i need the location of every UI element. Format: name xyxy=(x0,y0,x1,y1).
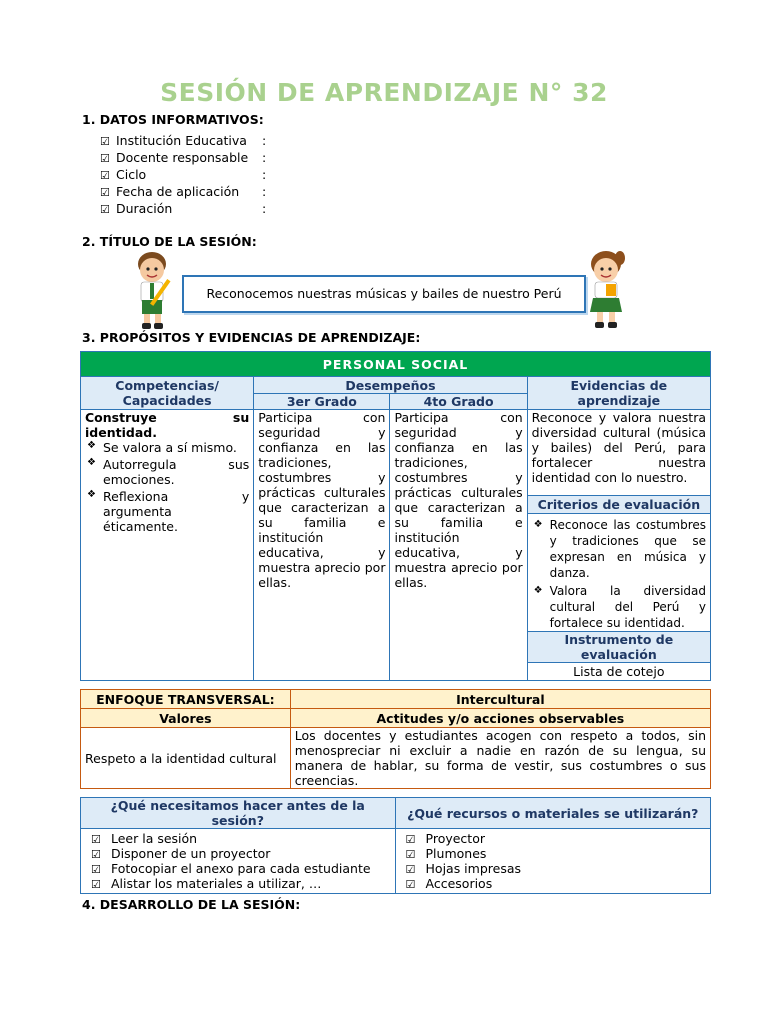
list-item: ☑ Alistar los materiales a utilizar, … xyxy=(85,876,391,891)
section-3-heading: 3. PROPÓSITOS Y EVIDENCIAS DE APRENDIZAJE: xyxy=(82,330,421,345)
list-item: ☑ Plumones xyxy=(400,846,706,861)
datos-item: ☑ Duración : xyxy=(100,201,267,216)
datos-item: ☑ Ciclo : xyxy=(100,167,267,182)
list-item: ☑ Fotocopiar el anexo para cada estudiante xyxy=(85,861,391,876)
checkbox-icon: ☑ xyxy=(100,186,110,199)
girl-illustration xyxy=(584,248,630,332)
section-4-heading: 4. DESARROLLO DE LA SESIÓN: xyxy=(82,897,301,912)
propositos-table xyxy=(80,351,711,681)
list-item: ☑ Leer la sesión xyxy=(85,831,391,846)
section-1-heading: 1. DATOS INFORMATIVOS: xyxy=(82,112,264,127)
evidencias-header: Evidencias de aprendizaje xyxy=(527,377,710,410)
criterio-item: ❖ Reconoce las costumbres y tradiciones que se expresan en música y danza. xyxy=(532,517,706,581)
list-item: ☑ Hojas impresas xyxy=(400,861,706,876)
antes-list xyxy=(81,829,396,894)
checkbox-icon: ☑ xyxy=(100,203,110,216)
checkbox-icon: ☑ xyxy=(100,152,110,165)
checkbox-icon: ☑ xyxy=(91,863,101,876)
capacidad-item: ❖ Reflexiona y argumenta éticamente. xyxy=(85,489,249,534)
checkbox-icon: ☑ xyxy=(91,848,101,861)
criterio-item: ❖ Valora la diversidad cultural del Perú y fortalece su identidad. xyxy=(532,583,706,631)
instrumento-header: Instrumento de evaluación xyxy=(527,632,710,663)
section-2-heading: 2. TÍTULO DE LA SESIÓN: xyxy=(82,234,257,249)
actitud-cell: Los docentes y estudiantes acogen con respeto a todos, sin menospreciar ni excluir a nadie en razón de su lengua, su manera de hablar, su forma de vestir, sus costumbres o sus creencias. xyxy=(290,728,710,789)
datos-item: ☑ Docente responsable : xyxy=(100,150,267,165)
capacidad-item: ❖ Autorregula sus emociones. xyxy=(85,457,249,487)
datos-item: ☑ Fecha de aplicación : xyxy=(100,184,267,199)
enfoque-table xyxy=(80,689,711,789)
recursos-header: ¿Qué recursos o materiales se utilizarán? xyxy=(395,798,710,829)
recursos-list xyxy=(395,829,710,894)
evidencia-cell: Reconoce y valora nuestra diversidad cultural (música y bailes) del Perú, para fortalecer nuestra identidad con lo nuestro. xyxy=(527,410,710,496)
valores-header: Valores xyxy=(81,709,291,728)
list-item: ☑ Disponer de un proyector xyxy=(85,846,391,861)
capacidad-item: ❖ Se valora a sí mismo. xyxy=(85,440,249,455)
area-header: PERSONAL SOCIAL xyxy=(81,352,711,377)
checkbox-icon: ☑ xyxy=(405,878,416,891)
valor-cell: Respeto a la identidad cultural xyxy=(81,728,291,789)
competencia-cell xyxy=(81,410,254,681)
antes-header: ¿Qué necesitamos hacer antes de la sesión? xyxy=(81,798,396,829)
datos-list xyxy=(0,133,768,223)
competencia-title: Construye su identidad. xyxy=(85,410,250,440)
datos-item: ☑ Institución Educativa : xyxy=(100,133,267,148)
competencias-header: Competencias/ Capacidades xyxy=(81,377,254,410)
grado-4-header: 4to Grado xyxy=(390,394,527,410)
checkbox-icon: ☑ xyxy=(91,878,101,891)
instrumento-value: Lista de cotejo xyxy=(527,663,710,681)
checkbox-icon: ☑ xyxy=(405,833,416,846)
list-item: ☑ Accesorios xyxy=(400,876,706,891)
desempeno-3er-cell: Participa con seguridad y confianza en las tradiciones, costumbres y prácticas culturales que caracterizan a su familia e institución educativa, y muestra aprecio por ellas. xyxy=(254,410,390,681)
actitudes-header: Actitudes y/o acciones observables xyxy=(290,709,710,728)
list-item: ☑ Proyector xyxy=(400,831,706,846)
preparacion-table xyxy=(80,797,711,894)
desempenos-header: Desempeños xyxy=(254,377,527,394)
boy-illustration xyxy=(132,250,178,332)
enfoque-label: ENFOQUE TRANSVERSAL: xyxy=(81,690,291,709)
desempeno-4to-cell: Participa con seguridad y confianza en las tradiciones, costumbres y prácticas culturales que caracterizan a su familia e institución educativa, y muestra aprecio por ellas. xyxy=(390,410,527,681)
criterios-cell xyxy=(527,514,710,632)
session-title-box: Reconocemos nuestras músicas y bailes de nuestro Perú xyxy=(182,275,586,313)
criterios-header: Criterios de evaluación xyxy=(527,496,710,514)
checkbox-icon: ☑ xyxy=(100,169,110,182)
checkbox-icon: ☑ xyxy=(405,848,416,861)
checkbox-icon: ☑ xyxy=(91,833,101,846)
checkbox-icon: ☑ xyxy=(405,863,416,876)
grado-3-header: 3er Grado xyxy=(254,394,390,410)
page-title: SESIÓN DE APRENDIZAJE N° 32 xyxy=(160,78,608,107)
checkbox-icon: ☑ xyxy=(100,135,110,148)
enfoque-value: Intercultural xyxy=(290,690,710,709)
